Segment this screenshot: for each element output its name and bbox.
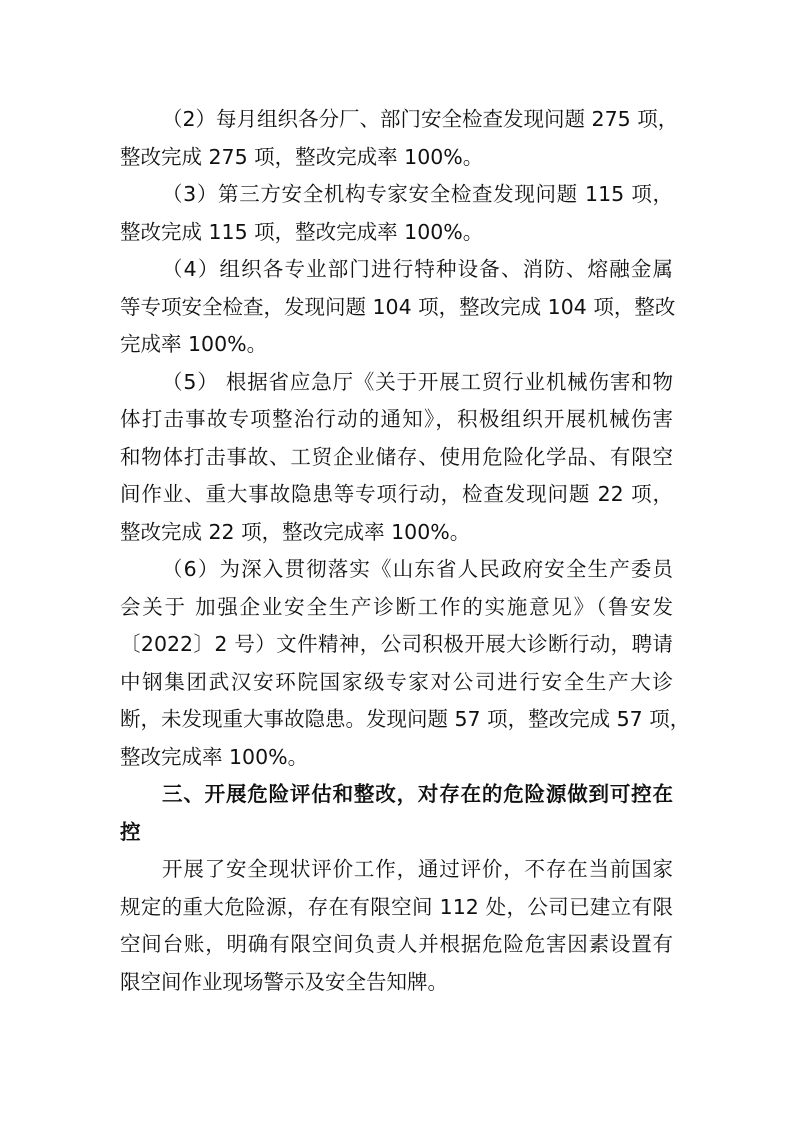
text-line: 整改完成 22 项，整改完成率 100%。 bbox=[120, 519, 471, 544]
text-line: （3）第三方安全机构专家安全检查发现问题 115 项， bbox=[162, 182, 673, 206]
text-line: 整改完成率 100%。 bbox=[120, 744, 309, 769]
text-line: 间作业、重大事故隐患等专项行动，检查发现问题 22 项， bbox=[120, 482, 673, 506]
document-page bbox=[120, 101, 691, 1001]
text-line: （6）为深入贯彻落实《山东省人民政府安全生产委员 bbox=[162, 557, 673, 581]
text-line: 整改完成 115 项，整改完成率 100%。 bbox=[120, 219, 484, 244]
text-line: 和物体打击事故、工贸企业储存、使用危险化学品、有限空 bbox=[120, 444, 673, 469]
paragraph bbox=[120, 176, 673, 251]
text-line: 整改完成 275 项，整改完成率 100%。 bbox=[120, 144, 484, 169]
paragraph bbox=[120, 851, 673, 1001]
text-line: 限空间作业现场警示及安全告知牌。 bbox=[120, 969, 448, 994]
text-line: 体打击事故专项整治行动的通知》，积极组织开展机械伤害 bbox=[120, 407, 673, 431]
text-line: 断，未发现重大事故隐患。发现问题 57 项，整改完成 57 项， bbox=[120, 707, 691, 731]
paragraph bbox=[120, 251, 676, 364]
text-line: （4）组织各专业部门进行特种设备、消防、熔融金属 bbox=[162, 257, 673, 281]
text-line: 控 bbox=[120, 819, 141, 844]
text-line: 完成率 100%。 bbox=[120, 332, 268, 356]
text-line: 等专项安全检查，发现问题 104 项，整改完成 104 项，整改 bbox=[120, 294, 676, 319]
paragraph bbox=[120, 551, 691, 776]
text-line: 三、开展危险评估和整改，对存在的危险源做到可控在 bbox=[162, 782, 673, 806]
text-line: （5） 根据省应急厅《关于开展工贸行业机械伤害和物 bbox=[162, 369, 673, 394]
text-line: 空间台账，明确有限空间负责人并根据危险危害因素设置有 bbox=[120, 932, 673, 956]
text-line: 规定的重大危险源，存在有限空间 112 处，公司已建立有限 bbox=[120, 894, 673, 919]
section-heading bbox=[120, 776, 673, 851]
paragraph bbox=[120, 364, 673, 552]
text-line: 〔2022〕2 号）文件精神，公司积极开展大诊断行动，聘请 bbox=[120, 632, 673, 656]
text-line: 会关于 加强企业安全生产诊断工作的实施意见》（鲁安发 bbox=[120, 594, 673, 619]
text-line: （2）每月组织各分厂、部门安全检查发现问题 275 项， bbox=[162, 107, 679, 131]
text-line: 开展了安全现状评价工作，通过评价，不存在当前国家 bbox=[162, 857, 673, 881]
text-line: 中钢集团武汉安环院国家级专家对公司进行安全生产大诊 bbox=[120, 669, 673, 694]
paragraph bbox=[120, 101, 679, 176]
